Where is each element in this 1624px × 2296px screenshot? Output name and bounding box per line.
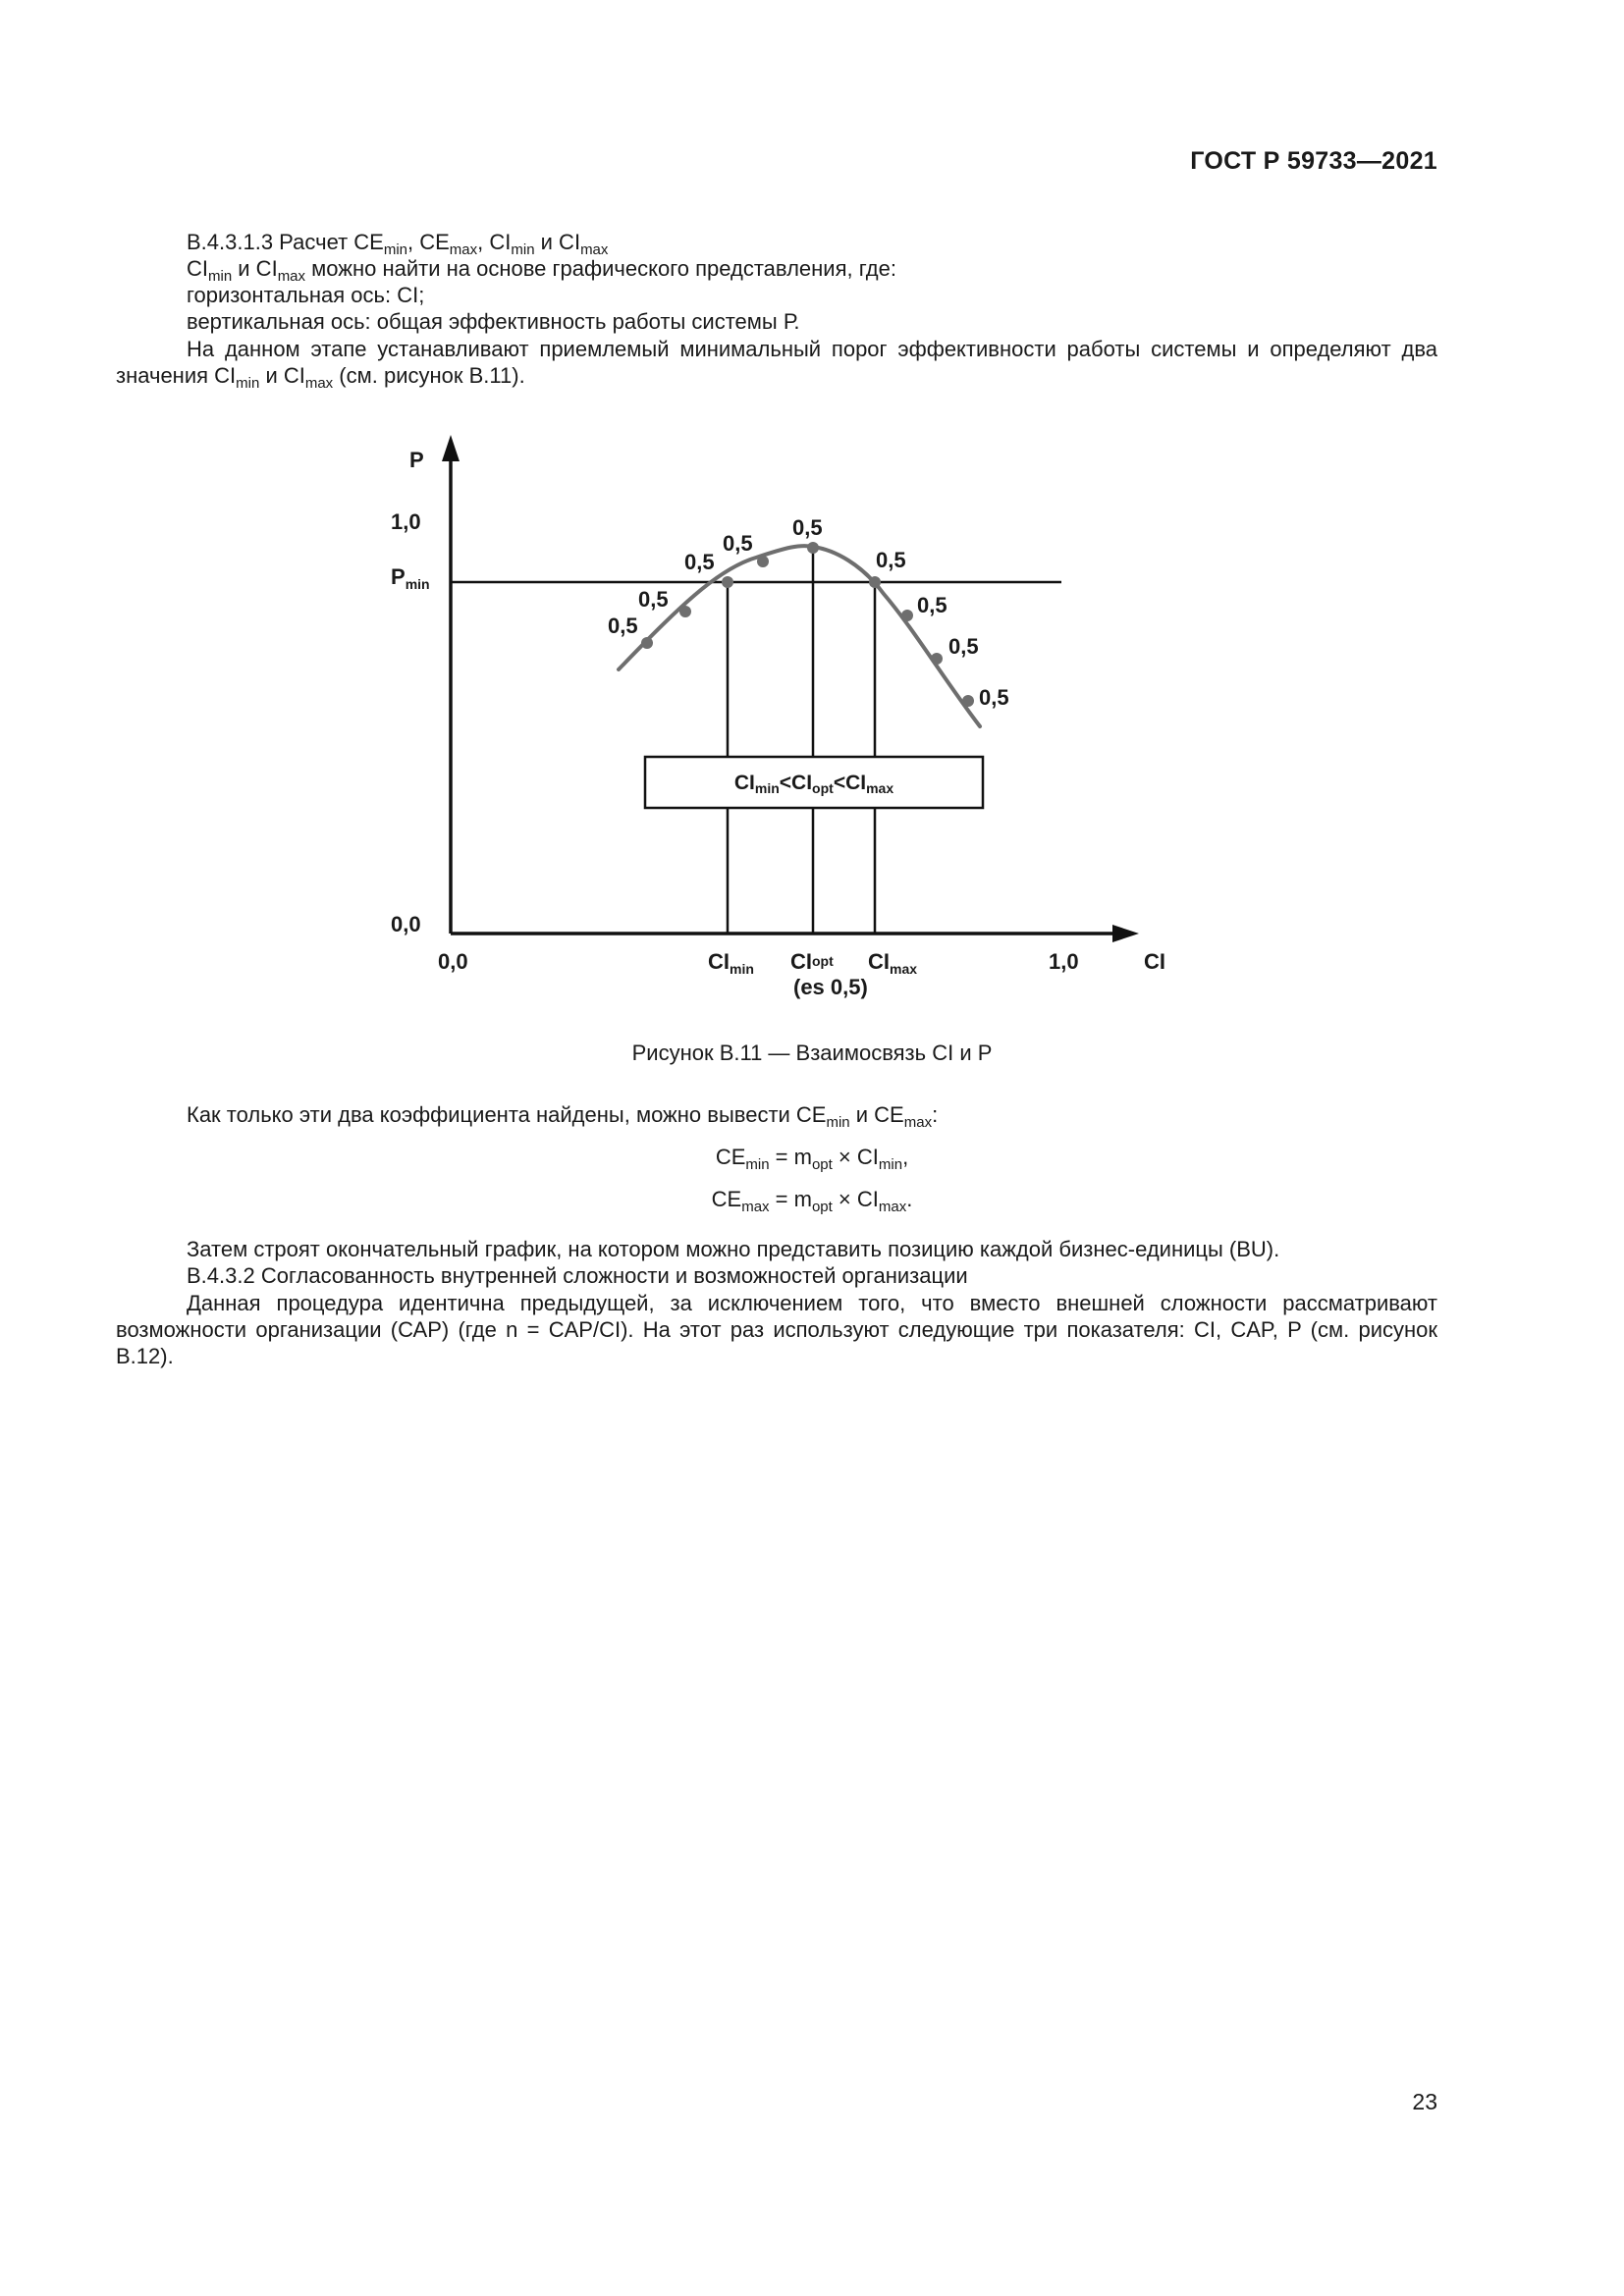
y-axis-top-label: 1,0 bbox=[391, 509, 421, 534]
paragraph-threshold: На данном этапе устанавливают приемлемый минимальный порог эффективности работы системы и определяют два значения $CI_{min}$ и $CI_{max}$ (см. рисунок В.11). bbox=[116, 337, 1437, 392]
curve-point-label: 0,5 bbox=[608, 614, 638, 638]
x-axis-name: CI bbox=[1144, 949, 1165, 974]
standard-header: ГОСТ Р 59733—2021 bbox=[1190, 147, 1437, 175]
paragraph-derive-ce: Как только эти два коэффициента найдены, можно вывести $CE_{min}$ и $CE_{max}$: bbox=[187, 1102, 939, 1131]
formula-ce-max: $CE_{max} = m_{opt} \times CI_{max}$. bbox=[711, 1187, 913, 1215]
y-axis-pmin-label: $P_{min}$ bbox=[391, 564, 430, 592]
paragraph-vertical-axis: вертикальная ось: общая эффективность работы системы Р. bbox=[187, 309, 800, 334]
curve-point bbox=[722, 576, 733, 588]
x-axis-one-label: 1,0 bbox=[1049, 949, 1079, 974]
curve-point-label: 0,5 bbox=[917, 593, 947, 617]
formula-ce-min: $CE_{min} = m_{opt} \times CI_{min}$, bbox=[715, 1145, 909, 1173]
section-heading-b432: В.4.3.2 Согласованность внутренней сложности и возможностей организации bbox=[187, 1263, 968, 1288]
y-axis-arrow bbox=[442, 435, 460, 461]
page-number: 23 bbox=[1412, 2089, 1437, 2114]
y-axis-name: P bbox=[409, 448, 424, 472]
x-axis-arrow bbox=[1112, 925, 1139, 942]
curve-point bbox=[962, 695, 974, 707]
paragraph-procedure: Данная процедура идентична предыдущей, за исключением того, что вместо внешней сложности рассматривают возможности организации (САР) (где n = CAP/CI). На этот раз используют следующие три показателя: CI, CAP, P (см. рисунок В.12). bbox=[116, 1291, 1437, 1368]
curve-point-label: 0,5 bbox=[948, 634, 979, 659]
curve-point bbox=[757, 556, 769, 567]
x-marker-ci-max: $CI_{max}$ bbox=[868, 949, 918, 977]
paragraph-horizontal-axis: горизонтальная ось: CI; bbox=[187, 283, 425, 307]
curve-point bbox=[807, 542, 819, 554]
x-marker-ci-opt-note: (es 0,5) bbox=[793, 975, 868, 999]
performance-curve bbox=[619, 546, 980, 726]
curve-point-label: 0,5 bbox=[979, 685, 1009, 710]
curve-point-label: 0,5 bbox=[792, 515, 823, 540]
curve-point bbox=[679, 606, 691, 617]
curve-point-label: 0,5 bbox=[723, 531, 753, 556]
figure-caption: Рисунок В.11 — Взаимосвязь CI и Р bbox=[631, 1041, 993, 1065]
curve-point-label: 0,5 bbox=[876, 548, 906, 572]
x-marker-ci-min: $CI_{min}$ bbox=[708, 949, 754, 977]
curve-point bbox=[931, 653, 943, 665]
curve-point-label: 0,5 bbox=[684, 550, 715, 574]
paragraph-final-graph: Затем строят окончательный график, на котором можно представить позицию каждой бизнес-единицы (BU). bbox=[187, 1237, 1280, 1261]
figure-ci-p-relationship bbox=[0, 0, 1624, 1080]
inequality-text: CImin<CIopt<CImax bbox=[733, 772, 894, 796]
x-axis-zero-label: 0,0 bbox=[438, 949, 468, 974]
x-marker-ci-opt: CIopt bbox=[790, 949, 834, 974]
section-heading: В.4.3.1.3 Расчет $CE_{min}$, $CE_{max}$, $CI_{min}$ и $CI_{max}$ bbox=[187, 230, 609, 258]
y-axis-zero-label: 0,0 bbox=[391, 912, 421, 936]
curve-point bbox=[869, 576, 881, 588]
paragraph-axes-intro: $CI_{min}$ и $CI_{max}$ можно найти на основе графического представления, где: bbox=[187, 256, 896, 285]
curve-point bbox=[901, 610, 913, 621]
curve-point bbox=[641, 637, 653, 649]
curve-point-label: 0,5 bbox=[638, 587, 669, 612]
